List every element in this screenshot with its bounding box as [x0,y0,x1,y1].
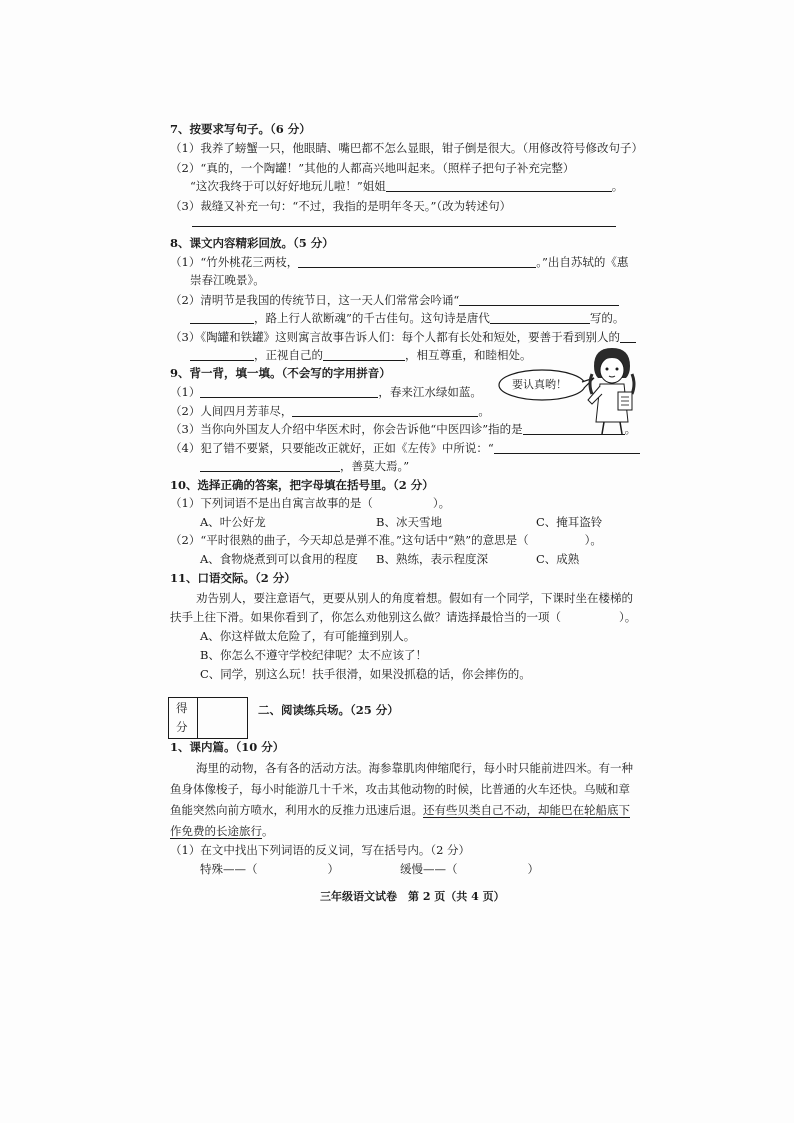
score-box [168,697,248,739]
bubble-text: 要认真哟！ [512,378,567,391]
passage-line-4 [170,823,274,839]
q9-s4-text: （4）犯了错不要紧，只要能改正就好，正如《左传》中所说：“ [170,441,494,455]
answer-blank[interactable] [190,311,254,324]
q9-s3 [170,421,636,437]
q11-option-b: B、你怎么不遵守学校纪律呢？太不应该了！ [200,648,427,662]
answer-blank[interactable] [298,255,536,268]
q8-s2b-text: ，路上行人欲断魂”的千古佳句。这句诗是唐代 [254,311,490,325]
q8-title: 8、课文内容精彩回放。（5 分） [170,236,334,250]
part2-title: 二、阅读练兵场。（25 分） [258,703,399,717]
q9-s3-text: （3）当你向外国友人介绍中华医术时，你会告诉他“中医四诊”指的是 [170,422,523,436]
score-label-fen: 分 [176,720,188,734]
q11-p2-end: ）。 [619,610,637,624]
q8-s1 [170,254,628,270]
q10-s2-option-b: B、熟练，表示程度深 [376,552,488,566]
q9-s1-end: ，春来江水绿如蓝。 [378,385,482,399]
q9-s3-end: 。 [624,422,637,436]
antonym-2-label: 缓慢——（ [400,862,458,876]
answer-blank[interactable] [200,385,378,398]
passage-line-4-end: 。 [262,824,274,838]
q10-s1-option-a: A、叶公好龙 [200,515,266,529]
answer-blank[interactable] [459,293,619,306]
passage-line-3-text: 鱼能突然向前方喷水，利用水的反推力迅速后退。 [170,803,423,817]
q9-s4b-end: ，善莫大焉。” [340,459,410,473]
q10-s1-end: ）。 [432,496,451,510]
q9-s2-text: （2）人间四月芳菲尽， [170,404,293,418]
answer-blank[interactable] [323,348,405,361]
answer-line[interactable] [192,214,616,227]
answer-blank[interactable] [494,441,640,454]
passage-line-3 [170,802,630,818]
q8-s3 [170,329,636,345]
q7-s2b-text: “这次我终于可以好好地玩儿啦！”姐姐 [190,179,386,193]
q10-s1-option-b: B、冰天雪地 [376,515,442,529]
antonym-2 [400,861,539,877]
antonym-2-end: ） [527,862,539,876]
q8-s1-text: （1）“竹外桃花三两枝， [170,255,299,269]
q10-s2 [170,532,602,548]
q9-s4 [170,440,640,456]
antonym-1 [200,861,339,877]
q8-s1-end: 。”出自苏轼的《惠 [536,255,629,269]
q8-s2 [170,292,619,308]
passage-line-1: 海里的动物，各有各的活动方法。海参靠肌肉伸缩爬行，每小时只能前进四米。有一种 [196,761,633,775]
antonym-1-label: 特殊——（ [200,862,258,876]
q9-s1 [170,384,482,400]
q8-s2b [190,310,624,326]
answer-blank[interactable] [200,459,340,472]
q10-s1-text: （1）下列词语不是出自寓言故事的是（ [170,496,373,510]
answer-blank[interactable] [620,330,636,343]
page-footer: 三年级语文试卷 第 2 页（共 4 页） [320,890,505,903]
q7-title: 7、按要求写句子。（6 分） [170,122,311,136]
q9-s2 [170,403,490,419]
passage-underlined-1: 还有些贝类自己不动，却能巴在轮船底下 [423,803,630,817]
q10-title: 10、选择正确的答案，把字母填在括号里。（2 分） [170,478,434,492]
q10-s2-end: ）。 [584,533,602,547]
q10-s2-text: （2）“平时很熟的曲子，今天却总是弹不准。”这句话中“熟”的意思是（ [170,533,529,547]
q8-s3b-end: ，相互尊重，和睦相处。 [405,348,532,362]
q11-option-a: A、你这样做太危险了，有可能撞到别人。 [200,629,416,643]
q7-s1: （1）我养了螃蟹一只，他眼睛、嘴巴都不怎么显眼，钳子倒是很大。（用修改符号修改句子） [170,141,644,155]
q10-s2-option-c: C、成熟 [536,552,580,566]
q11-p1: 劝告别人，要注意语气，更要从别人的角度着想。假如有一个同学，下课时坐在楼梯的 [196,591,633,605]
q8-s1b: 崇春江晚景》。 [190,273,265,287]
reading-q1: （1）在文中找出下列词语的反义词，写在括号内。（2 分） [170,843,471,857]
q8-s2-text: （2）清明节是我国的传统节日，这一天人们常常会吟诵“ [170,293,460,307]
q7-s2: （2）“真的，一个陶罐！”其他的人都高兴地叫起来。（照样子把句子补充完整） [170,161,575,175]
q11-p2-text: 扶手上往下滑。如果你看到了，你怎么劝他别这么做？请选择最恰当的一项（ [170,610,561,624]
score-divider [197,698,198,738]
answer-blank[interactable] [292,404,478,417]
answer-blank[interactable] [386,179,612,192]
girl-illustration-icon [580,344,640,436]
q10-s1 [170,495,450,511]
q7-s2b-end: 。 [611,179,624,193]
q11-title: 11、口语交际。（2 分） [170,571,296,585]
q8-s3b [190,347,532,363]
score-label-de: 得 [176,701,188,715]
q8-s2b-end: 写的。 [589,311,625,325]
q9-s1-text: （1） [170,385,201,399]
passage-line-2: 鱼身体像梭子，每小时能游几十千米，攻击其他动物的时候，比普通的火车还快。乌贼和章 [170,782,630,796]
part2-sec1-title: 1、课内篇。（10 分） [170,740,285,754]
q10-s2-option-a: A、食物烧煮到可以食用的程度 [200,552,358,566]
q11-option-c: C、同学，别这么玩！扶手很滑，如果没抓稳的话，你会摔伤的。 [200,667,531,681]
q8-s3b-text: ，正视自己的 [254,348,323,362]
answer-blank[interactable] [490,311,590,324]
q10-s1-option-c: C、掩耳盗铃 [536,515,603,529]
passage-underlined-2: 作免费的长途旅行 [170,824,262,838]
q9-s2-end: 。 [478,404,490,418]
q11-p2 [170,609,636,625]
q7-s3: （3）裁缝又补充一句：“不过，我指的是明年冬天。”（改为转述句） [170,199,512,213]
antonym-1-end: ） [327,862,339,876]
q9-title: 9、背一背，填一填。（不会写的字用拼音） [170,366,391,380]
q8-s3-text: （3）《陶罐和铁罐》这则寓言故事告诉人们：每个人都有长处和短处，要善于看到别人的 [170,330,621,344]
answer-blank[interactable] [190,348,254,361]
q9-s4b [200,458,409,474]
q7-s2b [190,178,623,194]
